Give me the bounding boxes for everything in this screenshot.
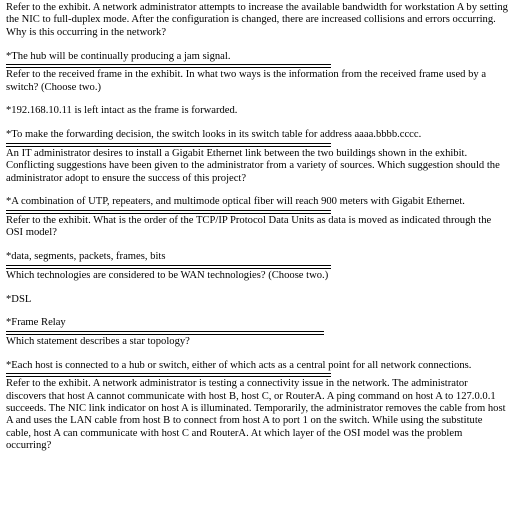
- question-4: Refer to the exhibit. What is the order of the TCP/IP Protocol Data Units as data is moved as indicated through the OSI model?: [6, 214, 492, 239]
- separator: [6, 372, 331, 378]
- answer-4: *data, segments, packets, frames, bits: [6, 251, 166, 263]
- separator: [6, 264, 331, 270]
- separator: [6, 63, 331, 69]
- document-body: [6, 2, 509, 453]
- answer-5a: *DSL: [6, 293, 32, 305]
- question-5: Which technologies are considered to be WAN technologies? (Choose two.): [6, 269, 329, 281]
- spacer: [6, 282, 509, 294]
- question-6: Which statement describes a star topology?: [6, 335, 190, 347]
- answer-5b: *Frame Relay: [6, 317, 66, 329]
- spacer: [6, 94, 509, 106]
- question-3: An IT administrator desires to install a Gigabit Ethernet link between the two buildings shown in the exhibit. Conflicting suggestions have been given to the administrator from a variety of sources. Which suggestion should the administrator adopt to ensure the success of this project?: [6, 147, 500, 184]
- spacer: [6, 240, 509, 252]
- answer-1: *The hub will be continually producing a jam signal.: [6, 50, 231, 62]
- spacer: [6, 185, 509, 197]
- separator: [6, 330, 324, 336]
- question-2: Refer to the received frame in the exhibit. In what two ways is the information from the received frame used by a switch? (Choose two.): [6, 69, 487, 93]
- question-7: Refer to the exhibit. A network administrator is testing a connectivity issue in the network. The administrator discovers that host A cannot communicate with host B, host C, or RouterA. A ping command on host A to 127.0.0.1 succeeds. The NIC link indicator on host A is illuminated. Temporarily, the administrator removes the cable from host A and uses the LAN cable from host B to connect from host A to port 1 on the switch. While using the substitute cable, host A can communicate with host C and RouterA. At which layer of the OSI model was the problem occurring?: [6, 378, 506, 452]
- spacer: [6, 118, 509, 130]
- question-1: Refer to the exhibit. A network administrator attempts to increase the available bandwidth for workstation A by setting the NIC to full-duplex mode. After the configuration is changed, there are increased collisions and errors occurring. Why is this occurring in the network?: [6, 2, 508, 38]
- answer-3: *A combination of UTP, repeaters, and multimode optical fiber will reach 900 meters with Gigabit Ethernet.: [6, 196, 465, 208]
- separator: [6, 209, 331, 215]
- spacer: [6, 306, 509, 318]
- separator: [6, 142, 331, 148]
- answer-6: *Each host is connected to a hub or switch, either of which acts as a central point for all network connections.: [6, 359, 472, 371]
- answer-2a: *192.168.10.11 is left intact as the frame is forwarded.: [6, 105, 238, 117]
- answer-2b: *To make the forwarding decision, the switch looks in its switch table for address aaaa.bbbb.cccc.: [6, 129, 422, 141]
- spacer: [6, 39, 509, 51]
- spacer: [6, 348, 509, 360]
